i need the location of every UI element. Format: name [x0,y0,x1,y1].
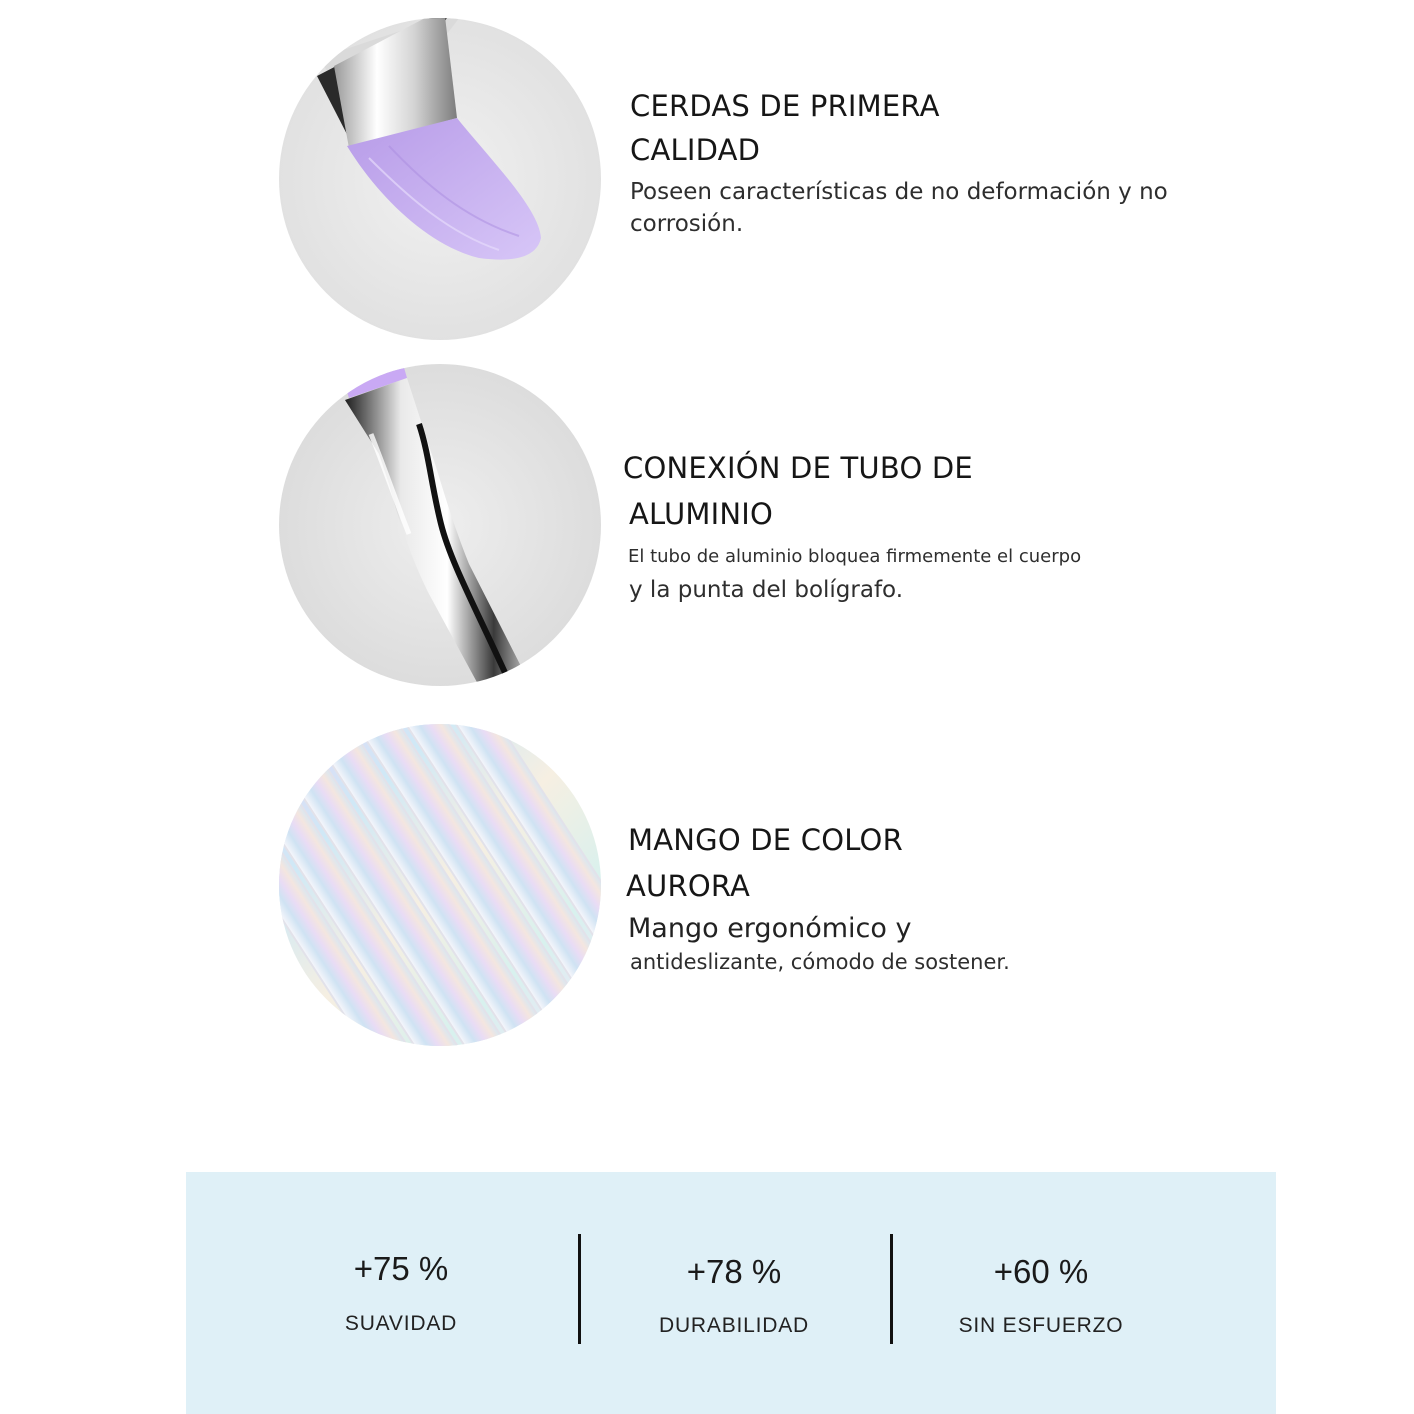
feature-description-line: Poseen características de no deformación y no [630,179,1168,205]
stat-value: +60 % [993,1253,1089,1290]
feature-title-line: CONEXIÓN DE TUBO DE [623,451,973,485]
feature-description-line: antideslizante, cómodo de sostener. [630,950,1010,974]
feature-title-line: MANGO DE COLOR [628,823,903,857]
feature-description-line: El tubo de aluminio bloquea firmemente el cuerpo [628,546,1082,567]
feature-description-line: y la punta del bolígrafo. [629,577,904,603]
feature-title-line: CERDAS DE PRIMERA [630,89,940,123]
brush-bristles-icon [279,18,601,340]
stat-value: +78 % [686,1253,782,1290]
feature-title-line: CALIDAD [630,133,761,167]
stat-label: SIN ESFUERZO [958,1314,1124,1337]
aurora-handles-icon [279,724,601,1046]
stat-label: SUAVIDAD [344,1312,458,1335]
feature-title-line: AURORA [626,869,751,903]
aluminum-ferrule-icon [279,364,601,686]
feature-title-line: ALUMINIO [629,497,774,531]
feature-description-line: corrosión. [630,211,744,237]
stat-divider [578,1234,581,1344]
stats-panel [186,1172,1276,1414]
stat-label: DURABILIDAD [659,1314,809,1337]
feature-description-line: Mango ergonómico y [628,913,912,944]
stat-value: +75 % [353,1250,449,1287]
